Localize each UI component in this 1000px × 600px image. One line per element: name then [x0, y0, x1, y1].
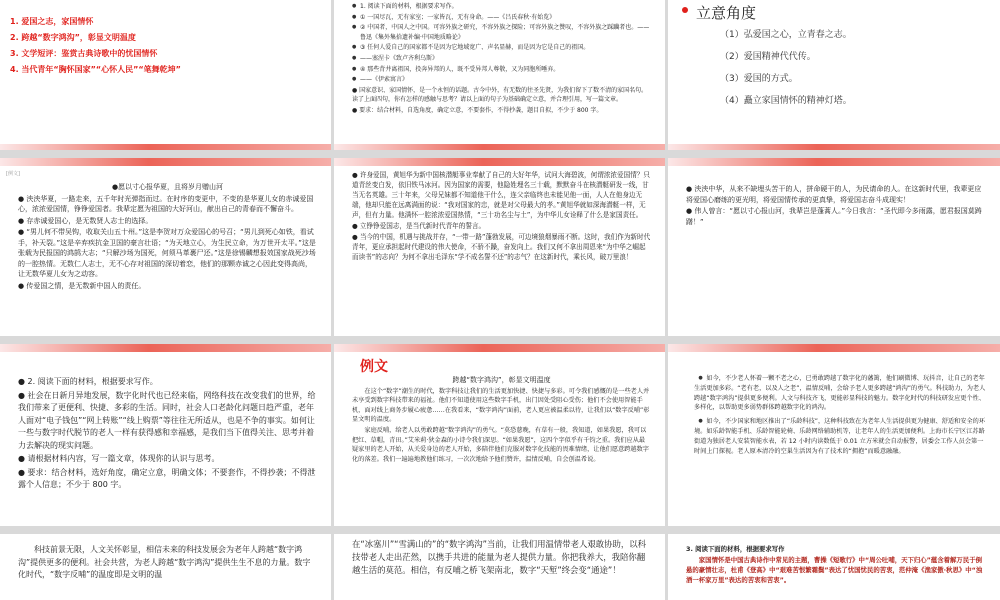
slide-band: [0, 344, 331, 352]
prompt-line: ● 要求：结合材料，自选角度，确定立意，不要套作，不得抄袭，题目自拟，不少于 800 字。: [352, 106, 603, 114]
prompt-line: ● ——塞涅卡《致卢齐利乌斯》: [352, 54, 651, 64]
example-title: ●愿以寸心报华夏，且将岁月赠山河: [111, 183, 224, 191]
prompt-line: ● ② 中国者，中国人之中国。可容外族之研究，不容外族之探险；可容外族之赞叹，不容外族之踩躏者也。——鲁迅《集外集拾遗补编·中国地质略论》: [352, 23, 651, 42]
slide-example-5[interactable]: [668, 344, 1000, 526]
example-label: 例文: [360, 359, 388, 375]
example-text: [18, 544, 317, 583]
example-line: ● 泱泱中华，从来不缺埋头苦干的人，拼命硬干的人，为民请命的人。在这新时代里，我辈更应将爱国心磨练的更光明，将爱国情传承的更真挚，将爱国志奋斗成现实！: [686, 185, 982, 204]
slide-prompt-1[interactable]: [334, 0, 665, 150]
angle-item: （4）矗立家国情怀的精神灯塔。: [720, 96, 852, 106]
prompt-line: ● 1. 阅读下面的材料，根据要求写作。: [352, 2, 651, 12]
slide-band: [0, 158, 331, 166]
outline-item: 4. 当代青年“胸怀国家”“心怀人民”“笔舞乾坤”: [10, 65, 181, 74]
slide-example-2[interactable]: [334, 158, 665, 336]
example-line: 家庭反哺，给老人以勇敢跨越“数字鸿沟”的勇气。“莫恐慈晚，有草有一般，我知道，如果我愿，我可以把红、草帽，青田。”艾米莉·狄金森的小诗令我们深思。“如果我愿”，这四个字似乎有千钧之重。我们应从最疑家里的老人开始，从关爱身边的老人开始，多陪伴他们克服对数字化技能的畏难情绪，让他们愿意跨越数字化的落差。我们一遍遍地教他们练习，一次次地给予他们赞许，温情反哺，自会创温希说。: [352, 426, 649, 463]
example-line: ● “男儿何不带吴钩，收取关山五十州。”这是李贺对万众爱国心的号召；“男儿到死心如铁，看试手，补天裂。”这是辛弃疾抗金卫国的豪言壮语；“为天地立心，为生民立命，为万世开太平。”这是张载为民报国的鸿鹄大志；“只解沙场为国死，何须马革裹尸还。”这是徐锡麟想报效国家战死沙场的一腔热情。无数仁人志士，无不心存对祖国的深切着恋，他们的那颗赤诚之心因此变得高尚，让无数华夏儿女为之动容。: [18, 228, 316, 278]
prompt-line: ● 社会在日新月异地发展，数字化时代也已经来临，网络科技在改变我们的世界，给我们带来了更便利、快捷、多彩的生活。同时，社会人口老龄化问题日趋严重，老年人面对“电子钱包”“网上转账”“线上购票”等往往无所适从，也是不争的事实。如何让一些与数字时代脱节的老人一样有获得感和幸福感，是我们当下值得关注、思考并着力去解决的现实问题。: [18, 390, 316, 450]
example-line: ● 伟人曾言：“愿以寸心报山河，我辈岂是蓬蒿人。”今日我言：“圣代即今多雨露，愿君报国莫踌躇！”: [686, 207, 982, 226]
prompt-line: ● ④ 那些背井离祖国，投奔异邦的人，既不受异邦人尊敬，又为同胞所唾弃。: [352, 65, 651, 75]
example-line: 在这个“数字”潮生的时代，数字科技让我们的生活更加快捷、快捷与多彩。可令我们感慨的是一些老人并未享受到数字科技带来的福祉。他们不知道使用这些数字手机，出门因处受阻心受伤；他们不会使用智能手机，面对线上商务步履心疲惫……在我看来，“数字鸿沟”面前，老人更应被温柔以待，让我们以“数字反哺”彰显文明的温度。: [352, 387, 650, 424]
example-line: ● 当今的中国，机遇与挑战并存，“一带一路”蓬勃发展，可边境狼烟暴雨不断。这时，我们作为新时代青年，更应承担起时代建设的伟大使命，不骄不躁，奋发向上。我们又何不拿出周恩来“为中华之崛起而读书”的志向？为何不拿出毛泽东“学不成名誓不还”的志气？在这新时代，乘长风，破万里浪！: [352, 233, 651, 261]
angle-item: （2）爱国精神代代传。: [720, 52, 816, 62]
outline-item: 1. 爱国之志，家国情怀: [10, 17, 94, 26]
slide-band: [668, 158, 1000, 166]
outline-item: 2. 跨越“数字鸿沟”，彰显文明温度: [10, 33, 136, 42]
slide-example-1[interactable]: [0, 158, 331, 336]
angle-item: （3）爱国的方式。: [720, 74, 798, 84]
prompt-line: ● 要求：结合材料，选好角度，确定立意，明确文体；不要套作，不得抄袭；不得泄露个人信息；不少于 800 字。: [18, 467, 316, 489]
prompt-text: [18, 376, 317, 493]
prompt-text: [686, 544, 986, 586]
example-text: [18, 182, 317, 292]
example-line: ● 存赤诚爱国心，是无数贤人志士的选择。: [18, 216, 153, 225]
outline-item: 3. 文学短评：鉴赏古典诗歌中的忧国情怀: [10, 49, 158, 58]
slide-band: [334, 344, 665, 352]
example-text: [352, 538, 651, 578]
slide-angles[interactable]: [668, 0, 1000, 150]
angles-heading: 立意角度: [696, 4, 757, 22]
slide-band: [668, 344, 1000, 352]
prompt-text: [352, 2, 651, 117]
prompt-line: ● 请根据材料内容，写一篇文章，体现你的认识与思考。: [18, 454, 220, 463]
prompt-line: ● ① 一国尽瓦，无有家室；一家皆瓦，无有身命。——《吕氏春秋·有始览》: [352, 13, 651, 23]
example-text: [686, 374, 986, 457]
example-line: 在“冰塞川”“雪满山的”的“数字鸿沟”当前，让我们用温情带老人艰敢协助，以科技带老人走出茫然，以携手共进的能量为老人提供力量。你把我养大，我陪你翻越生活的莫范。相信，有反哺之桥飞架南北，数字“天堑”终会变“通途”！: [352, 539, 647, 575]
prompt-title: 3. 阅读下面的材料，根据要求写作: [686, 545, 785, 553]
example-text: [352, 170, 651, 263]
example-line: ● 许身爱国，黄旭华为新中国核潜艇事业奉献了自己的大好年华，试问大海碧波，何谓浓浓爱国情？只道青丝变白发，依旧铁马冰河。因为国家的需要，他隐姓埋名三十载，默默奋斗在核潜艇研发一线，甘当无名英雄。三十年来，父母兄妹都不知道他干什么，连父亲临终也未能见他一面，人人在他身边无端，他却只能在远离满面的说：“我对国家的忠，就是对父母最大的孝。”黄旭华就如深海潜艇一样，无声，但有力量。他满怀一腔浓浓爱国热情，“三十功名尘与土”，为中华儿女诠释了什么是家国责任。: [352, 171, 650, 219]
prompt-line: ● 2. 阅读下面的材料，根据要求写作。: [18, 377, 158, 386]
slide-band: [334, 144, 665, 150]
prompt-line: ● ③ 任何人爱自己的国家都不是因为它地域宽广、声名显赫，而是因为它是自己的祖国。: [352, 43, 651, 53]
slide-example-7[interactable]: [334, 534, 665, 600]
angles-list: [720, 24, 852, 112]
slide-example-6[interactable]: [0, 534, 331, 600]
example-line: ● 立铮铮爱国志，是当代新时代青年的誓言。: [352, 222, 486, 230]
slide-band: [334, 158, 665, 166]
slide-example-4[interactable]: [334, 344, 665, 526]
example-line: ● 如今，不少国家和地区推出了“乐龄科技”，这种科技致在为老年人生活提供更为健康、舒适和安全的环境。如乐龄智能手机、乐龄智能轮椅、乐龄网络辅助机等，让老年人的生活更加便利。上海市长宁区江苏路街道为独居老人安装智能水表，若 12 小时内读数低于 0.01 立方米就会自动报警，居委会工作人员会第一时间上门探视。老人原本清冷的空巢生活因为有了技术的“拥抱”而暖意融融。: [686, 417, 986, 456]
bullet-dot: [682, 7, 688, 13]
slide-prompt-2[interactable]: [0, 344, 331, 526]
example-text: [686, 184, 986, 228]
outline-list: [10, 14, 181, 78]
example-line: 科技前景无限，人文关怀彰显，相信未来的科技发展会为老年人跨越“数字鸿沟”提供更多的便利。社会共营，为老人跨越“数字鸿沟”提供生生不息的力量。数字化时代，“数字反哺”的温度即是文明的温: [18, 545, 311, 579]
example-line: ● 传爱国之情，是无数新中国人的责任。: [18, 281, 146, 290]
prompt-line: 家国情怀是中国古典诗作中常见的主题，曹操《短歌行》中“周公吐哺，天下归心”蕴含着解万民于倒悬的豪情壮志，杜甫《登高》中“艰难苦恨繁霜鬓”表达了忧国忧民的苦衷，范仲淹《渔家傲·秋思》中“浊酒一杯家万里”表达的苦衷和苦衷”。: [686, 556, 983, 584]
prompt-line: ● 国家意识、家国情怀，是一个永恒的话题。古今中外，有无数的往圣先贤，为我们留下了数不清的家国名句。读了上面四句，你有怎样的感触与思考？请以上面的句子为基础确定立意，并合理引用，写一篇文章。: [352, 86, 648, 104]
slide-outline[interactable]: [0, 0, 331, 150]
example-text: [352, 376, 651, 465]
slide-band: [0, 144, 331, 150]
angle-item: （1）弘爱国之心，立青春之志。: [720, 30, 852, 40]
example-tag: [例文]: [6, 171, 20, 177]
prompt-line: ● ——《伊索寓言》: [352, 75, 651, 85]
example-title: 跨越“数字鸿沟”，彰显文明温度: [452, 376, 551, 384]
slide-example-3[interactable]: [668, 158, 1000, 336]
example-line: ● 泱泱华夏，一路走来，五千年时光弹指而过。在时序的变更中，不变的是华夏儿女的赤诚爱国心，浓浓爱国情，铮铮爱国者。我辈定愿为祖国的大好河山，献出自己的青春而不懈奋斗。: [18, 194, 314, 213]
example-line: ● 如今，不少老人怀着一颗不老之心，已勇敢跨越了数字化的藩篱，他们刷微博、玩抖音，让自己的老年生活更加多彩。“老有老，以及人之老”，温情反哺，会给予老人更多跨越“鸿沟”的勇气。科技助力，为老人跨越“数字鸿沟”提供更多便利。人文与科技齐飞，更能彰显科技的魅力。数字化时代的科技研发应更个性、多样化，以帮助更多弱势群体跨越数字化的鸿沟。: [686, 374, 986, 413]
slide-prompt-3[interactable]: [668, 534, 1000, 600]
slide-band: [668, 144, 1000, 150]
